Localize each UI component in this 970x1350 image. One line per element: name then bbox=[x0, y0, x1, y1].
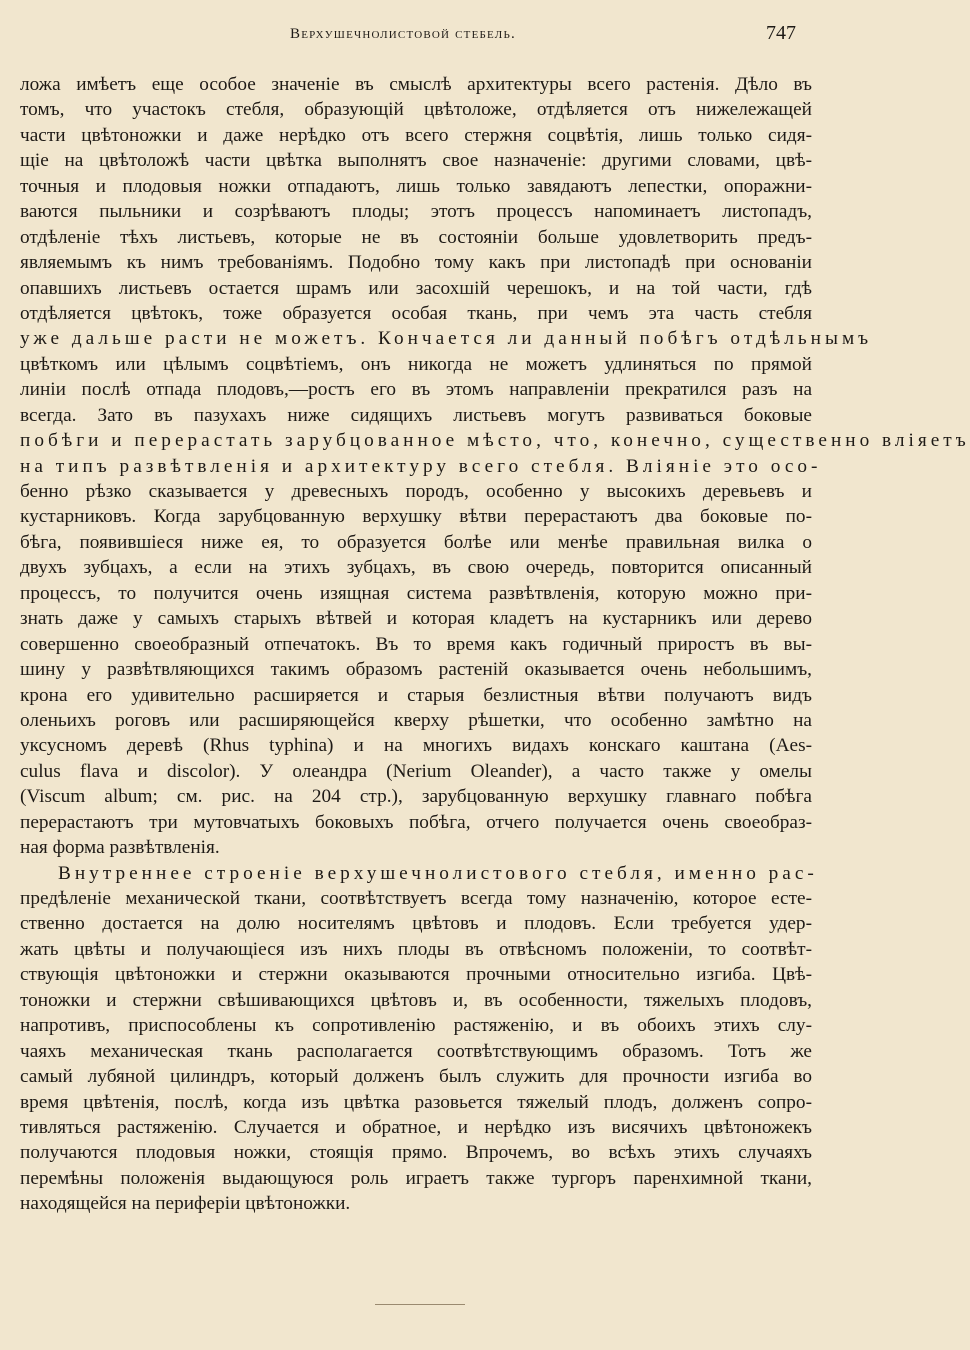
text-line: двухъ зубцахъ, а если на этихъ зубцахъ, въ свою очередь, повторится описанный bbox=[20, 557, 812, 579]
text-line: напротивъ, приспособлены къ сопротивленію растяженію, и въ обоихъ этихъ слу- bbox=[20, 1015, 812, 1037]
text-line: бенно рѣзко сказывается у древесныхъ породъ, особенно у высокихъ деревьевъ и bbox=[20, 481, 812, 502]
text-line: перерастаютъ три мутовчатыхъ боковыхъ побѣга, отчего получается очень своеобраз- bbox=[20, 811, 812, 833]
text-line: перемѣны положенія выдающуюся роль играетъ также тургоръ паренхимной ткани, bbox=[20, 1167, 812, 1189]
text-line: щіе на цвѣтоложѣ части цвѣтка выполнятъ свое назначеніе: другими словами, цвѣ- bbox=[20, 150, 812, 172]
page-number: 747 bbox=[766, 22, 796, 44]
page-header bbox=[0, 18, 840, 48]
text-line: уксусномъ деревѣ (Rhus typhina) и на многихъ видахъ конскаго каштана (Aes- bbox=[20, 735, 812, 757]
text-line: точныя и плодовыя ножки отпадаютъ, лишь только завядаютъ лепестки, опоражни- bbox=[20, 175, 812, 197]
text-line: отдѣляется цвѣтокъ, тоже образуется особая ткань, при чемъ эта часть стебля bbox=[20, 302, 812, 324]
text-line: ственно достается на долю носителямъ цвѣтовъ и плодовъ. Если требуется удер- bbox=[20, 913, 812, 935]
end-divider bbox=[375, 1304, 465, 1305]
text-line: culus flava и discolor). У олеандра (Nerium Oleander), а часто также у омелы bbox=[20, 760, 812, 782]
text-line: ная форма развѣтвленія. bbox=[20, 837, 220, 859]
text-line: на типъ развѣтвленія и архитектуру всего стебля. Вліяніе это осо- bbox=[20, 455, 822, 477]
text-line: линіи послѣ отпада плодовъ,—ростъ его въ этомъ направленіи прекратился разъ на bbox=[20, 379, 812, 401]
running-title: Верхушечнолистовой стебель. bbox=[290, 26, 516, 42]
text-line: тивляться растяженію. Случается и обратное, и нерѣдко изъ висячихъ цвѣтоножекъ bbox=[20, 1116, 812, 1138]
text-line: бѣга, появившіеся ниже ея, то образуется болѣе или менѣе правильная вилка о bbox=[20, 531, 812, 553]
text-line: ложа имѣетъ еще особое значеніе въ смыслѣ архитектуры всего растенія. Дѣло въ bbox=[20, 74, 812, 95]
text-line: знать даже у самыхъ старыхъ вѣтвей и которая кладетъ на кустарникъ или дерево bbox=[20, 608, 812, 630]
text-line: побѣги и перерастать зарубцованное мѣсто, что, конечно, существенно вліяетъ bbox=[20, 430, 970, 452]
text-line: предѣленіе механической ткани, соотвѣтствуетъ всегда тому назначенію, которое есте- bbox=[20, 888, 812, 909]
text-line: получаются плодовыя ножки, стоящія прямо. Впрочемъ, во всѣхъ этихъ случаяхъ bbox=[20, 1142, 812, 1164]
text-line: шину у развѣтвляющихся такимъ образомъ растеній оказывается очень небольшимъ, bbox=[20, 659, 812, 681]
text-line: уже дальше расти не можетъ. Кончается ли данный побѣгъ отдѣльнымъ bbox=[20, 328, 873, 350]
text-line: процессъ, то получится очень изящная система развѣтвленія, которую можно при- bbox=[20, 582, 812, 604]
text-line: Внутреннее строеніе верхушечнолистового стебля, именно рас- bbox=[58, 862, 818, 884]
text-line: цвѣткомъ или цѣлымъ соцвѣтіемъ, онъ никогда не можетъ удлиняться по прямой bbox=[20, 353, 812, 375]
text-line: совершенно своеобразный отпечатокъ. Въ то время какъ годичный приростъ въ вы- bbox=[20, 633, 812, 655]
text-line: отдѣленіе тѣхъ листьевъ, которые не въ состояніи больше удовлетворить предъ- bbox=[20, 226, 812, 248]
text-line: (Viscum album; см. рис. на 204 стр.), зарубцованную верхушку главнаго побѣга bbox=[20, 786, 812, 808]
text-line: самый лубяной цилиндръ, который долженъ былъ служить для прочности изгиба во bbox=[20, 1066, 812, 1088]
text-line: ваются пыльники и созрѣваютъ плоды; этотъ процессъ напоминаетъ листопадъ, bbox=[20, 201, 812, 223]
text-line: крона его удивительно расширяется и старыя безлистныя вѣтви получаютъ видъ bbox=[20, 684, 812, 706]
text-line: опавшихъ листьевъ остается шрамъ или засохшій черешокъ, и на той части, гдѣ bbox=[20, 277, 812, 299]
text-line: время цвѣтенія, послѣ, когда изъ цвѣтка разовьется тяжелый плодъ, долженъ сопро- bbox=[20, 1091, 812, 1113]
text-line: томъ, что участокъ стебля, образующій цвѣтоложе, отдѣляется отъ нижележащей bbox=[20, 99, 812, 121]
text-line: всегда. Зато въ пазухахъ ниже сидящихъ листьевъ могутъ развиваться боковые bbox=[20, 404, 812, 426]
text-line: части цвѣтоножки и даже нерѣдко отъ всего стержня соцвѣтія, лишь только сидя- bbox=[20, 124, 812, 146]
text-line: оленьихъ роговъ или расширяющейся кверху рѣшетки, что особенно замѣтно на bbox=[20, 709, 812, 731]
text-line: ствующія цвѣтоножки и стержни оказываются прочными относительно изгиба. Цвѣ- bbox=[20, 964, 812, 986]
body-text bbox=[20, 72, 970, 1217]
text-line: тоножки и стержни свѣшивающихся цвѣтовъ и, въ особенности, тяжелыхъ плодовъ, bbox=[20, 989, 812, 1011]
text-line: чаяхъ механическая ткань располагается соотвѣтствующимъ образомъ. Тотъ же bbox=[20, 1040, 812, 1062]
paragraph bbox=[20, 72, 970, 861]
paragraph bbox=[20, 861, 818, 1217]
text-line: жать цвѣты и получающіеся изъ нихъ плоды въ отвѣсномъ положеніи, то соотвѣт- bbox=[20, 938, 812, 960]
text-line: являемымъ къ нимъ требованіямъ. Подобно тому какъ при листопадѣ при основаніи bbox=[20, 252, 812, 274]
text-line: находящейся на периферіи цвѣтоножки. bbox=[20, 1193, 351, 1215]
text-line: кустарниковъ. Когда зарубцованную верхушку вѣтви перерастаютъ два боковые по- bbox=[20, 506, 812, 528]
